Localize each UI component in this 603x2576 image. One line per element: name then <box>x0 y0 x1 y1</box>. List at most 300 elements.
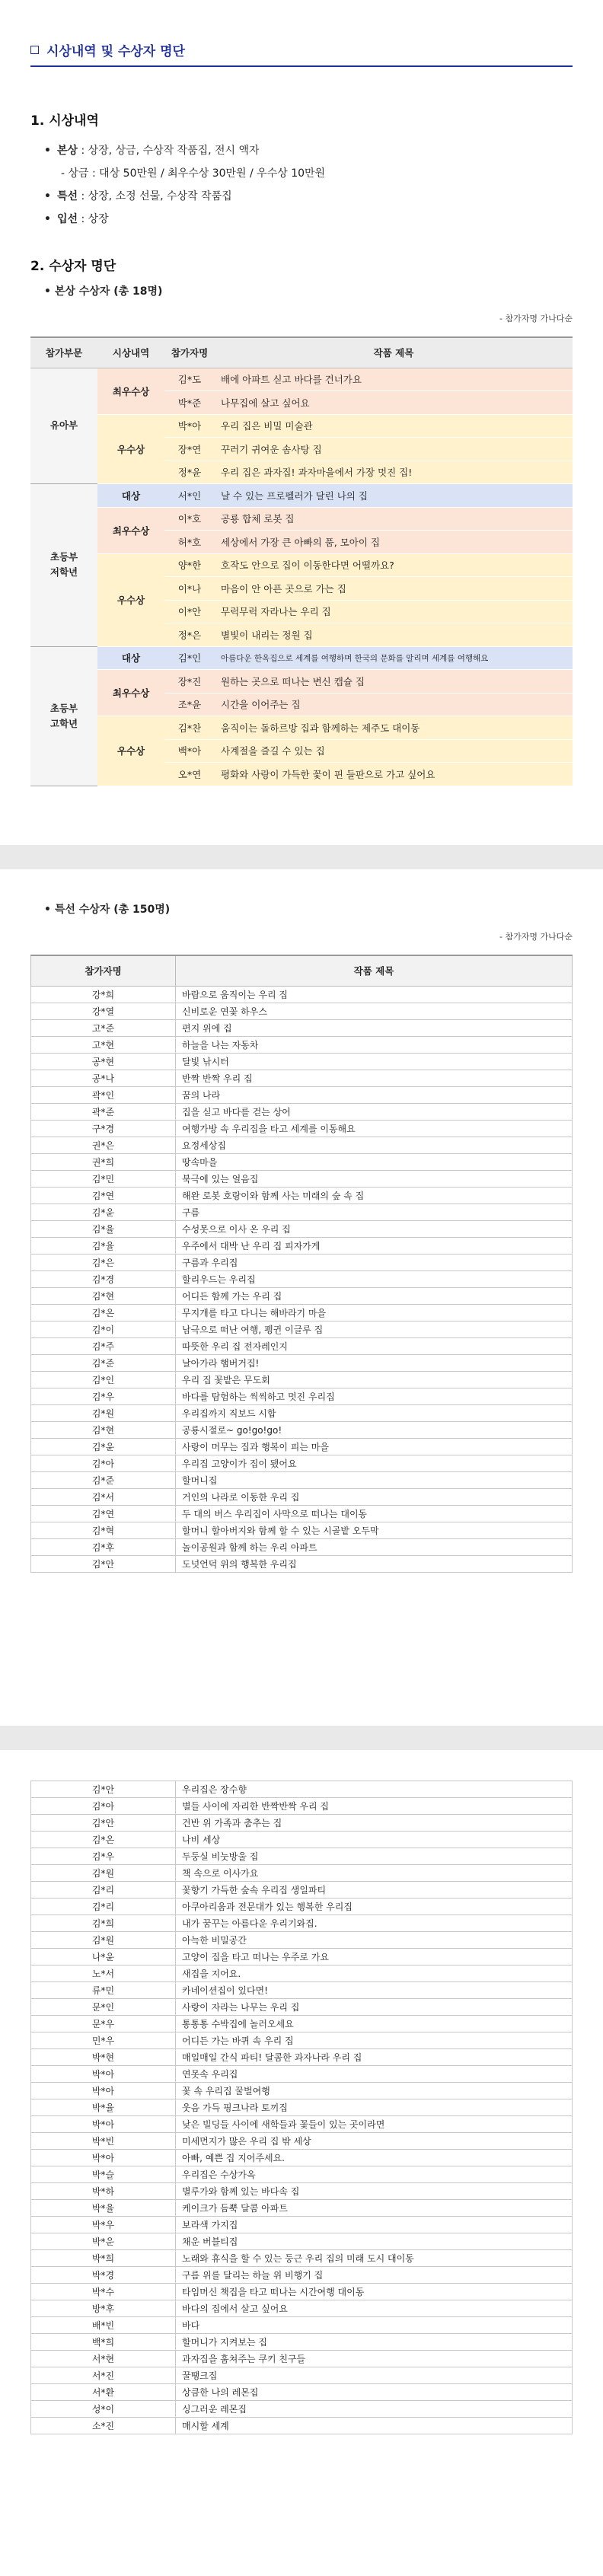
participant-name: 서*환 <box>31 2384 176 2401</box>
table-row <box>31 2183 573 2200</box>
sort-note: - 참가자명 가나다순 <box>499 314 573 324</box>
special-winners-table-continued <box>30 1781 573 2434</box>
work-title: 사랑이 머무는 집과 행복이 피는 마을 <box>176 1438 573 1455</box>
work-title: 꽃 속 우리집 꿀벌여행 <box>176 2083 573 2099</box>
work-title: 채운 버블티집 <box>176 2233 573 2250</box>
participant-name: 김*온 <box>31 1832 176 1848</box>
participant-name: 박*아 <box>31 2083 176 2099</box>
award-details-list <box>30 139 573 231</box>
participant-name: 고*준 <box>31 1019 176 1036</box>
work-title: 두둥실 비눗방울 집 <box>176 1848 573 1865</box>
work-title: 두 대의 버스 우리집이 사막으로 떠나는 대이동 <box>176 1505 573 1522</box>
column-header: 작품 제목 <box>215 337 573 368</box>
work-title: 땅속마을 <box>176 1153 573 1170</box>
table-row <box>30 368 573 391</box>
table-row <box>30 507 573 531</box>
table-header-row <box>31 955 573 986</box>
table-row <box>31 1848 573 1865</box>
award-label: 입선 <box>56 213 78 225</box>
participant-name: 권*희 <box>31 1153 176 1170</box>
participant-name: 김*연 <box>31 1187 176 1204</box>
work-title: 마음이 안 아픈 곳으로 가는 집 <box>215 577 573 601</box>
table-row <box>31 1254 573 1270</box>
column-header: 시상내역 <box>97 337 164 368</box>
participant-name: 김*희 <box>31 1915 176 1932</box>
table-row <box>31 1899 573 1915</box>
table-row <box>31 2083 573 2099</box>
participant-name: 백*아 <box>164 739 215 763</box>
table-row <box>31 1865 573 1882</box>
participant-name: 박*아 <box>31 2116 176 2133</box>
work-title: 날아가라 햄버거집! <box>176 1354 573 1371</box>
participant-name: 김*현 <box>31 1421 176 1438</box>
participant-name: 박*우 <box>31 2217 176 2233</box>
work-title: 따뜻한 우리 집 전자레인지 <box>176 1337 573 1354</box>
work-title: 노래와 휴식을 할 수 있는 둥근 우리 집의 미래 도시 대이동 <box>176 2250 573 2267</box>
work-title: 우리 집은 과자집! 과자마을에서 가장 멋진 집! <box>215 461 573 484</box>
participant-name: 백*희 <box>31 2334 176 2351</box>
work-title: 카네이션집이 있다면! <box>176 1982 573 1999</box>
table-row <box>30 670 573 693</box>
division-cell: 초등부 저학년 <box>30 484 97 647</box>
table-row <box>31 1070 573 1086</box>
award-item <box>44 139 573 162</box>
table-row <box>31 2418 573 2434</box>
work-title: 호작도 안으로 집이 이동한다면 어떨까요? <box>215 553 573 577</box>
work-title: 바람으로 움직이는 우리 집 <box>176 986 573 1003</box>
table-row <box>30 553 573 577</box>
participant-name: 김*도 <box>164 368 215 391</box>
participant-name: 박*희 <box>31 2250 176 2267</box>
participant-name: 박*하 <box>31 2183 176 2200</box>
participant-name: 정*은 <box>164 623 215 647</box>
table-row <box>31 1471 573 1488</box>
table-row <box>31 1781 573 1798</box>
work-title: 세상에서 가장 큰 아빠의 품, 모아이 집 <box>215 531 573 554</box>
participant-name: 박*율 <box>31 2200 176 2217</box>
work-title: 싱그러운 레몬집 <box>176 2401 573 2418</box>
table-row <box>31 2166 573 2183</box>
work-title: 구름 위를 달리는 하늘 위 비행기 집 <box>176 2267 573 2284</box>
participant-name: 김*아 <box>31 1798 176 1815</box>
division-cell: 초등부 고학년 <box>30 646 97 786</box>
work-title: 꿀땡크집 <box>176 2367 573 2384</box>
participant-name: 성*이 <box>31 2401 176 2418</box>
participant-name: 구*경 <box>31 1120 176 1137</box>
participant-name: 김*온 <box>31 1304 176 1321</box>
table-row <box>31 2133 573 2150</box>
work-title: 시간을 이어주는 집 <box>215 693 573 716</box>
table-row <box>31 1204 573 1220</box>
participant-name: 김*윤 <box>31 1204 176 1220</box>
participant-name: 서*인 <box>164 484 215 508</box>
work-title: 과자집을 훔쳐주는 쿠키 친구들 <box>176 2351 573 2367</box>
table-row <box>31 1337 573 1354</box>
work-title: 집을 싣고 바다를 걷는 상어 <box>176 1103 573 1120</box>
table-row <box>31 1120 573 1137</box>
table-row <box>31 2099 573 2116</box>
participant-name: 문*우 <box>31 2016 176 2032</box>
table-row <box>31 2066 573 2083</box>
work-title: 여행가방 속 우리집을 타고 세계를 이동해요 <box>176 1120 573 1137</box>
special-winners-table <box>30 955 573 1573</box>
table-row <box>31 1522 573 1538</box>
work-title: 할머니집 <box>176 1471 573 1488</box>
work-title: 해완 로봇 호랑이와 함께 사는 미래의 숲 속 집 <box>176 1187 573 1204</box>
work-title: 반짝 반짝 우리 집 <box>176 1070 573 1086</box>
work-title: 신비로운 연꽃 하우스 <box>176 1003 573 1019</box>
award-item <box>44 162 573 185</box>
table-row <box>31 2401 573 2418</box>
column-header: 작품 제목 <box>176 955 573 986</box>
participant-name: 공*현 <box>31 1053 176 1070</box>
work-title: 내가 꿈꾸는 아름다운 우리기와집. <box>176 1915 573 1932</box>
participant-name: 박*빈 <box>31 2133 176 2150</box>
award-cell: 최우수상 <box>97 670 164 716</box>
table-row <box>31 1371 573 1388</box>
table-row <box>31 2200 573 2217</box>
table-row <box>31 2116 573 2133</box>
table-row <box>31 2351 573 2367</box>
table-row <box>31 2300 573 2317</box>
participant-name: 김*이 <box>31 1321 176 1337</box>
participant-name: 고*현 <box>31 1036 176 1053</box>
table-row <box>31 1949 573 1965</box>
table-row <box>31 1488 573 1505</box>
participant-name: 배*빈 <box>31 2317 176 2334</box>
work-title: 우리 집 꽃밭은 무도회 <box>176 1371 573 1388</box>
work-title: 케이크가 듬뿍 달콤 아파트 <box>176 2200 573 2217</box>
section-1-heading: 1. 시상내역 <box>30 113 99 129</box>
table-row <box>31 2284 573 2300</box>
work-title: 우리집은 장수향 <box>176 1781 573 1798</box>
table-row <box>31 2334 573 2351</box>
table-row <box>31 2233 573 2250</box>
work-title: 하늘을 나는 자동차 <box>176 1036 573 1053</box>
participant-name: 김*율 <box>31 1220 176 1237</box>
work-title: 연못속 우리집 <box>176 2066 573 2083</box>
work-title: 낮은 빌딩들 사이에 새학들과 꽃들이 있는 곳이라면 <box>176 2116 573 2133</box>
table-row <box>31 1170 573 1187</box>
participant-name: 김*원 <box>31 1932 176 1949</box>
work-title: 놀이공원과 함께 하는 우리 아파트 <box>176 1538 573 1555</box>
work-title: 바다를 탐험하는 씩씩하고 멋진 우리집 <box>176 1388 573 1404</box>
table-row <box>30 414 573 438</box>
bullet: • <box>44 190 51 202</box>
table-row <box>31 1003 573 1019</box>
participant-name: 김*아 <box>31 1455 176 1471</box>
work-title: 타임머신 책집을 타고 떠나는 시간여행 대이동 <box>176 2284 573 2300</box>
work-title: 우리집은 수상가옥 <box>176 2166 573 2183</box>
participant-name: 장*연 <box>164 438 215 461</box>
table-row <box>31 1538 573 1555</box>
work-title: 어디든 가는 바퀴 속 우리 집 <box>176 2032 573 2049</box>
participant-name: 김*율 <box>31 1237 176 1254</box>
title-underline <box>30 65 573 67</box>
table-row <box>31 1137 573 1153</box>
award-cell: 우수상 <box>97 716 164 786</box>
participant-name: 박*현 <box>31 2049 176 2066</box>
work-title: 사계절을 즐길 수 있는 집 <box>215 739 573 763</box>
bullet: • <box>44 213 51 225</box>
work-title: 북극에 있는 얼음집 <box>176 1170 573 1187</box>
table-row <box>31 1555 573 1572</box>
participant-name: 김*후 <box>31 1538 176 1555</box>
participant-name: 김*원 <box>31 1865 176 1882</box>
participant-name: 서*현 <box>31 2351 176 2367</box>
award-item <box>44 185 573 208</box>
work-title: 우리 집은 비밀 미술관 <box>215 414 573 438</box>
table-row <box>31 2032 573 2049</box>
participant-name: 김*찬 <box>164 716 215 740</box>
table-row <box>31 2217 573 2233</box>
award-label: 본상 <box>56 145 78 157</box>
award-item <box>44 208 573 231</box>
participant-name: 나*윤 <box>31 1949 176 1965</box>
document-page-1 <box>0 0 603 845</box>
document-page-2 <box>0 869 603 1726</box>
participant-name: 김*주 <box>31 1337 176 1354</box>
work-title: 우리집 고양이가 집이 됐어요 <box>176 1455 573 1471</box>
table-row <box>31 1798 573 1815</box>
award-cell: 대상 <box>97 484 164 508</box>
participant-name: 공*나 <box>31 1070 176 1086</box>
award-cell: 최우수상 <box>97 368 164 414</box>
sort-note: - 참가자명 가나다순 <box>499 932 573 942</box>
participant-name: 박*경 <box>31 2267 176 2284</box>
participant-name: 장*진 <box>164 670 215 693</box>
award-sub-text: - 상금 : 대상 50만원 / 최우수상 30만원 / 우수상 10만원 <box>61 167 326 180</box>
participant-name: 김*안 <box>31 1781 176 1798</box>
work-title: 상큼한 나의 레몬집 <box>176 2384 573 2401</box>
award-text: : 상장, 상금, 수상작 작품집, 전시 액자 <box>78 145 260 157</box>
table-row <box>31 1354 573 1371</box>
table-row <box>31 1915 573 1932</box>
work-title: 보라색 가지집 <box>176 2217 573 2233</box>
work-title: 평화와 사랑이 가득한 꽃이 핀 들판으로 가고 싶어요 <box>215 763 573 786</box>
work-title: 건반 위 가족과 춤추는 집 <box>176 1815 573 1832</box>
work-title: 고양이 집을 타고 떠나는 우주로 가요 <box>176 1949 573 1965</box>
award-label: 특선 <box>56 190 78 202</box>
work-title: 도넛언덕 위의 행복한 우리집 <box>176 1555 573 1572</box>
work-title: 별들 사이에 자리한 반짝반짝 우리 집 <box>176 1798 573 1815</box>
participant-name: 김*준 <box>31 1471 176 1488</box>
work-title: 요정세상집 <box>176 1137 573 1153</box>
participant-name: 김*리 <box>31 1882 176 1899</box>
table-row <box>31 1388 573 1404</box>
column-header: 참가자명 <box>164 337 215 368</box>
work-title: 공룡 합체 로봇 집 <box>215 507 573 531</box>
work-title: 수성못으로 이사 온 우리 집 <box>176 1220 573 1237</box>
table-row <box>31 1815 573 1832</box>
participant-name: 박*슬 <box>31 2166 176 2183</box>
participant-name: 이*호 <box>164 507 215 531</box>
work-title: 무지개를 타고 다니는 해바라기 마을 <box>176 1304 573 1321</box>
table-row <box>31 1053 573 1070</box>
table-header-row <box>30 337 573 368</box>
work-title: 움직이는 돌하르방 집과 함께하는 제주도 대이동 <box>215 716 573 740</box>
participant-name: 강*희 <box>31 986 176 1003</box>
table-row <box>31 1404 573 1421</box>
participant-name: 방*후 <box>31 2300 176 2317</box>
work-title: 편지 위에 집 <box>176 1019 573 1036</box>
participant-name: 김*윤 <box>31 1438 176 1455</box>
work-title: 남극으로 떠난 여행, 펭귄 이글루 집 <box>176 1321 573 1337</box>
work-title: 배에 아파트 싣고 바다를 건너가요 <box>215 368 573 391</box>
award-text: : 상장, 소정 선물, 수상작 작품집 <box>78 190 232 202</box>
participant-name: 김*안 <box>31 1815 176 1832</box>
document-title <box>30 38 573 61</box>
work-title: 꽃향기 가득한 숲속 우리집 생일파티 <box>176 1882 573 1899</box>
award-cell: 대상 <box>97 646 164 670</box>
document-page-3 <box>0 1750 603 2576</box>
table-row <box>31 1036 573 1053</box>
work-title: 미세먼지가 많은 우리 집 밖 세상 <box>176 2133 573 2150</box>
table-row <box>31 1321 573 1337</box>
participant-name: 김*경 <box>31 1270 176 1287</box>
participant-name: 김*원 <box>31 1404 176 1421</box>
participant-name: 강*열 <box>31 1003 176 1019</box>
table-row <box>31 1153 573 1170</box>
work-title: 공룡시절로~ go!go!go! <box>176 1421 573 1438</box>
award-cell: 우수상 <box>97 553 164 646</box>
table-row <box>31 1103 573 1120</box>
table-row <box>30 484 573 508</box>
table-row <box>31 2384 573 2401</box>
participant-name: 김*인 <box>31 1371 176 1388</box>
participant-name: 문*인 <box>31 1999 176 2016</box>
work-title: 할머니 할아버지와 함께 할 수 있는 시골밭 오두막 <box>176 1522 573 1538</box>
table-row <box>31 2016 573 2032</box>
participant-name: 곽*준 <box>31 1103 176 1120</box>
table-row <box>31 1220 573 1237</box>
work-title: 아쿠아리움과 전문대가 있는 행복한 우리집 <box>176 1899 573 1915</box>
table-row <box>31 2367 573 2384</box>
work-title: 매시할 세계 <box>176 2418 573 2434</box>
bullet: • <box>44 145 51 157</box>
table-row <box>31 1019 573 1036</box>
table-row <box>31 986 573 1003</box>
participant-name: 김*현 <box>31 1287 176 1304</box>
work-title: 어디든 함께 가는 우리 집 <box>176 1287 573 1304</box>
table-row <box>31 1304 573 1321</box>
work-title: 통통통 수박집에 놀러오세요 <box>176 2016 573 2032</box>
special-winners-heading: • 특선 수상자 (총 150명) <box>44 904 171 916</box>
participant-name: 정*윤 <box>164 461 215 484</box>
participant-name: 박*운 <box>31 2233 176 2250</box>
work-title: 할머니가 지켜보는 집 <box>176 2334 573 2351</box>
work-title: 아름다운 한옥집으로 세계를 여행하며 한국의 문화를 알리며 세계를 여행해요 <box>215 646 573 670</box>
table-row <box>31 2267 573 2284</box>
participant-name: 김*은 <box>31 1254 176 1270</box>
work-title: 할리우드는 우리집 <box>176 1270 573 1287</box>
work-title: 원하는 곳으로 떠나는 변신 캡슐 집 <box>215 670 573 693</box>
table-row <box>31 1982 573 1999</box>
work-title: 아빠, 예쁜 집 지어주세요. <box>176 2150 573 2166</box>
column-header: 참가부문 <box>30 337 97 368</box>
participant-name: 박*아 <box>31 2066 176 2083</box>
work-title: 새집을 지어요. <box>176 1965 573 1982</box>
division-cell: 유아부 <box>30 368 97 484</box>
work-title: 아늑한 비밀공간 <box>176 1932 573 1949</box>
participant-name: 김*안 <box>31 1555 176 1572</box>
work-title: 꿈의 나라 <box>176 1086 573 1103</box>
participant-name: 김*인 <box>164 646 215 670</box>
table-row <box>31 1832 573 1848</box>
participant-name: 노*서 <box>31 1965 176 1982</box>
participant-name: 김*혁 <box>31 1522 176 1538</box>
section-2-heading: 2. 수상자 명단 <box>30 259 116 274</box>
table-row <box>31 1965 573 1982</box>
table-row <box>31 1455 573 1471</box>
participant-name: 김*서 <box>31 1488 176 1505</box>
participant-name: 박*아 <box>31 2150 176 2166</box>
work-title: 나비 세상 <box>176 1832 573 1848</box>
participant-name: 소*진 <box>31 2418 176 2434</box>
table-row <box>31 1237 573 1254</box>
work-title: 나무집에 살고 싶어요 <box>215 391 573 415</box>
participant-name: 이*안 <box>164 600 215 623</box>
work-title: 거인의 나라로 이동한 우리 집 <box>176 1488 573 1505</box>
document-title-text: 시상내역 및 수상자 명단 <box>46 43 185 59</box>
table-row <box>31 2049 573 2066</box>
participant-name: 김*연 <box>31 1505 176 1522</box>
table-row <box>31 1882 573 1899</box>
work-title: 책 속으로 이사가요 <box>176 1865 573 1882</box>
participant-name: 김*준 <box>31 1354 176 1371</box>
table-row <box>31 1438 573 1455</box>
table-row <box>31 1086 573 1103</box>
work-title: 사랑이 자라는 나무는 우리 집 <box>176 1999 573 2016</box>
table-row <box>31 2250 573 2267</box>
participant-name: 박*준 <box>164 391 215 415</box>
table-row <box>31 1421 573 1438</box>
work-title: 날 수 있는 프로펠러가 달린 나의 집 <box>215 484 573 508</box>
participant-name: 김*민 <box>31 1170 176 1187</box>
participant-name: 권*은 <box>31 1137 176 1153</box>
table-row <box>31 1932 573 1949</box>
participant-name: 민*우 <box>31 2032 176 2049</box>
participant-name: 박*율 <box>31 2099 176 2116</box>
work-title: 매일매일 간식 파티! 달콤한 과자나라 우리 집 <box>176 2049 573 2066</box>
table-row <box>31 2317 573 2334</box>
work-title: 별빛이 내리는 정원 집 <box>215 623 573 647</box>
table-row <box>30 646 573 670</box>
main-winners-heading: • 본상 수상자 (총 18명) <box>44 285 163 298</box>
work-title: 꾸러기 귀여운 솜사탕 집 <box>215 438 573 461</box>
participant-name: 조*윤 <box>164 693 215 716</box>
award-text: : 상장 <box>78 213 109 225</box>
award-cell: 최우수상 <box>97 507 164 553</box>
column-header: 참가자명 <box>31 955 176 986</box>
table-row <box>31 1187 573 1204</box>
work-title: 바다의 집에서 살고 싶어요 <box>176 2300 573 2317</box>
square-bullet-icon <box>30 46 39 54</box>
participant-name: 김*우 <box>31 1848 176 1865</box>
work-title: 구름 <box>176 1204 573 1220</box>
work-title: 웃음 가득 핑크나라 토끼집 <box>176 2099 573 2116</box>
participant-name: 김*우 <box>31 1388 176 1404</box>
participant-name: 서*진 <box>31 2367 176 2384</box>
participant-name: 양*한 <box>164 553 215 577</box>
table-row <box>31 1505 573 1522</box>
work-title: 달빛 낚시터 <box>176 1053 573 1070</box>
work-title: 무럭무럭 자라나는 우리 집 <box>215 600 573 623</box>
participant-name: 박*수 <box>31 2284 176 2300</box>
work-title: 바다 <box>176 2317 573 2334</box>
work-title: 별루가와 함께 있는 바다속 집 <box>176 2183 573 2200</box>
main-winners-table <box>30 336 573 786</box>
